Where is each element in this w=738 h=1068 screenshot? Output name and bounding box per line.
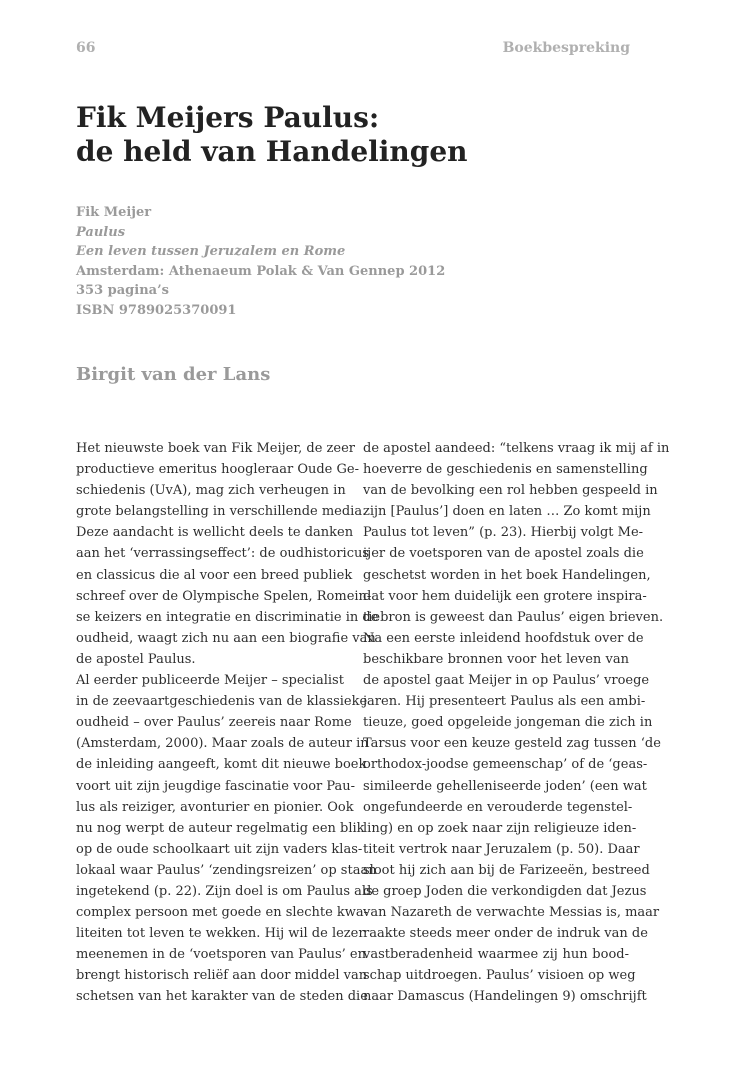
- text-line: (Amsterdam, 2000). Maar zoals de auteur in: [76, 736, 369, 752]
- text-line: schap uitdroegen. Paulus’ visioen op weg: [363, 968, 636, 984]
- text-line: de apostel aandeed: “telkens vraag ik mij af in: [363, 441, 670, 456]
- text-line: op de oude schoolkaart uit zijn vaders klas-: [76, 841, 363, 857]
- text-line: Al eerder publiceerde Meijer – specialist: [76, 673, 344, 689]
- text-line: beschikbare bronnen voor het leven van: [363, 651, 629, 667]
- body-column-left: [76, 438, 379, 1008]
- text-line: orthodox-joodse gemeenschap’ of de ‘geas-: [363, 757, 648, 773]
- text-line: oudheid – over Paulus’ zeereis naar Rome: [76, 715, 352, 731]
- book-subtitle: Een leven tussen Jeruzalem en Rome: [76, 244, 346, 260]
- text-line: Na een eerste inleidend hoofdstuk over de: [363, 630, 644, 646]
- reviewer-name: Birgit van der Lans: [76, 364, 271, 385]
- text-line: sloot hij zich aan bij de Farizeeën, bestreed: [363, 862, 650, 878]
- text-line: simileerde gehelleniseerde joden’ (een wat: [363, 778, 647, 794]
- page-number: 66: [76, 40, 96, 56]
- text-line: ijer de voetsporen van de apostel zoals die: [363, 546, 644, 562]
- text-line: de groep Joden die verkondigden dat Jezus: [363, 883, 647, 899]
- text-line: van Nazareth de verwachte Messias is, maar: [363, 905, 660, 921]
- text-line: meenemen in de ‘voetsporen van Paulus’ en: [76, 947, 366, 963]
- text-line: Paulus tot leven” (p. 23). Hierbij volgt Me-: [363, 525, 644, 541]
- text-line: liteiten tot leven te wekken. Hij wil de lezer: [76, 926, 365, 942]
- body-column-right: [363, 438, 670, 1008]
- article-title: [76, 101, 468, 169]
- text-line: naar Damascus (Handelingen 9) omschrijft: [363, 989, 647, 1005]
- text-line: voort uit zijn jeugdige fascinatie voor Pau-: [76, 778, 356, 794]
- text-line: complex persoon met goede en slechte kwa-: [76, 905, 369, 921]
- text-line: nu nog werpt de auteur regelmatig een blik: [76, 820, 365, 836]
- running-head: Boekbespreking: [502, 40, 630, 56]
- book-pages: 353 pagina’s: [76, 283, 169, 299]
- book-details: [76, 203, 445, 321]
- text-line: zijn [Paulus’] doen en laten … Zo komt mijn: [363, 504, 651, 520]
- book-publisher: Amsterdam: Athenaeum Polak & Van Gennep 2012: [76, 263, 446, 279]
- text-line: lokaal waar Paulus’ ‘zendingsreizen’ op staan: [76, 862, 377, 878]
- text-line: geschetst worden in het boek Handelingen,: [363, 567, 651, 583]
- text-line: ingetekend (p. 22). Zijn doel is om Paulus als: [76, 883, 373, 899]
- text-line: de apostel gaat Meijer in op Paulus’ vroege: [363, 673, 650, 689]
- text-line: brengt historisch reliëf aan door middel van: [76, 968, 368, 984]
- book-title: Paulus: [76, 224, 126, 240]
- text-line: vastberadenheid waarmee zij hun bood-: [363, 947, 629, 963]
- text-line: en classicus die al voor een breed publiek: [76, 567, 353, 583]
- text-line: lus als reiziger, avonturier en pionier. Ook: [76, 799, 354, 815]
- text-line: se keizers en integratie en discriminatie in de: [76, 609, 379, 625]
- text-line: Deze aandacht is wellicht deels te danken: [76, 525, 354, 541]
- book-author: Fik Meijer: [76, 205, 152, 220]
- article-title-line-2: de held van Handelingen: [76, 135, 468, 168]
- text-line: van de bevolking een rol hebben gespeeld in: [363, 483, 658, 499]
- text-line: hoeverre de geschiedenis en samenstelling: [363, 462, 648, 478]
- text-line: tieuze, goed opgeleide jongeman die zich in: [363, 715, 653, 731]
- text-line: ling) en op zoek naar zijn religieuze iden-: [363, 820, 637, 836]
- text-line: jaren. Hij presenteert Paulus als een ambi-: [363, 694, 646, 710]
- text-line: Tarsus voor een keuze gesteld zag tussen ‘de: [363, 736, 661, 752]
- text-line: de apostel Paulus.: [76, 651, 196, 667]
- article-title-line-1: Fik Meijers Paulus:: [76, 101, 380, 134]
- text-line: raakte steeds meer onder de indruk van de: [363, 926, 648, 942]
- text-line: ongefundeerde en verouderde tegenstel-: [363, 799, 633, 815]
- text-line: tiebron is geweest dan Paulus’ eigen brieven.: [363, 609, 664, 625]
- book-isbn: ISBN 9789025370091: [76, 302, 237, 318]
- text-line: grote belangstelling in verschillende media.: [76, 504, 367, 520]
- text-line: aan het ‘verrassingseffect’: de oudhistoricus: [76, 546, 370, 562]
- text-line: titeit vertrok naar Jeruzalem (p. 50). Daar: [363, 841, 640, 857]
- text-line: schetsen van het karakter van de steden die: [76, 989, 368, 1005]
- text-line: de inleiding aangeeft, komt dit nieuwe boek: [76, 757, 367, 773]
- text-line: productieve emeritus hoogleraar Oude Ge-: [76, 462, 359, 478]
- text-line: schreef over de Olympische Spelen, Romein-: [76, 588, 372, 604]
- text-line: schiedenis (UvA), mag zich verheugen in: [76, 483, 346, 499]
- text-line: dat voor hem duidelijk een grotere inspira-: [363, 588, 647, 604]
- text-line: oudheid, waagt zich nu aan een biografie van: [76, 630, 376, 646]
- text-line: in de zeevaartgeschiedenis van de klassieke: [76, 694, 368, 710]
- text-line: Het nieuwste boek van Fik Meijer, de zeer: [76, 441, 356, 456]
